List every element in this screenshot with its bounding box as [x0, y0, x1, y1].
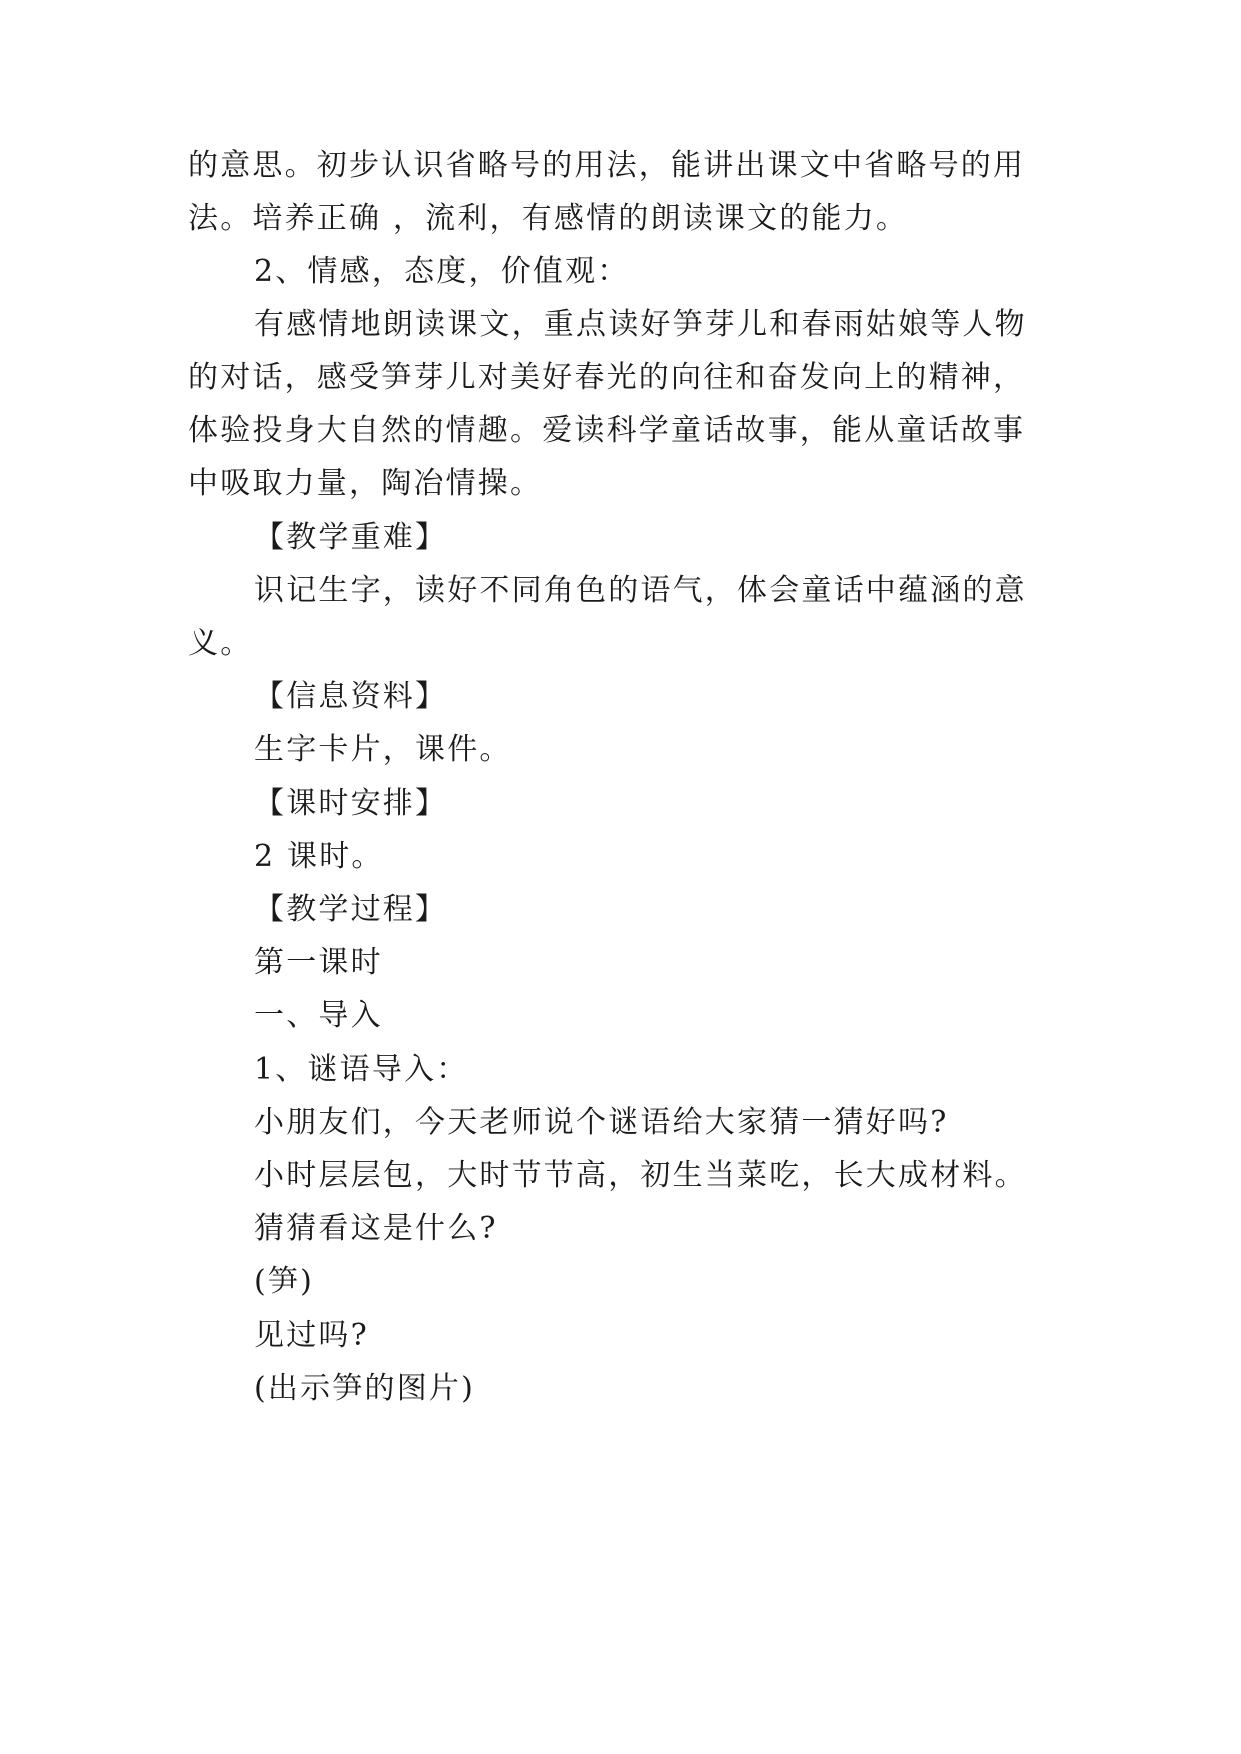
lesson-label: 第一课时 — [254, 945, 383, 980]
paragraph-line: 识记生字，读好不同角色的语气，体会童话中蕴涵的意 — [254, 573, 1027, 608]
section-heading-process: 【教学过程】 — [254, 892, 448, 927]
subsection-heading: 2、情感，态度，价值观： — [254, 254, 630, 289]
section-heading-schedule: 【课时安排】 — [254, 786, 448, 821]
section-heading-materials: 【信息资料】 — [254, 679, 448, 714]
paragraph-line: (出示笋的图片) — [254, 1371, 476, 1406]
paragraph-line: 义。 — [188, 626, 253, 661]
paragraph-line: 中吸取力量，陶冶情操。 — [188, 466, 543, 501]
paragraph-line: 体验投身大自然的情趣。爱读科学童话故事，能从童话故事 — [188, 413, 1026, 448]
paragraph-line: 有感情地朗读课文，重点读好笋芽儿和春雨姑娘等人物 — [254, 307, 1027, 342]
paragraph-line: 生字卡片，课件。 — [254, 732, 512, 767]
paragraph-line: 法。培养正确 ，流利，有感情的朗读课文的能力。 — [188, 201, 909, 236]
paragraph-line: 小时层层包，大时节节高，初生当菜吃，长大成材料。 — [254, 1158, 1027, 1193]
paragraph-line: 见过吗? — [254, 1318, 369, 1353]
paragraph-line: 小朋友们，今天老师说个谜语给大家猜一猜好吗? — [254, 1105, 949, 1140]
paragraph-line: 猜猜看这是什么? — [254, 1211, 498, 1246]
paragraph-line: 的意思。初步认识省略号的用法，能讲出课文中省略号的用 — [188, 148, 1026, 183]
step-subheading: 1、谜语导入： — [254, 1052, 469, 1087]
paragraph-line: 2 课时。 — [254, 839, 384, 874]
paragraph-line: 的对话，感受笋芽儿对美好春光的向往和奋发向上的精神， — [188, 360, 1026, 395]
paragraph-line: (笋) — [254, 1264, 315, 1299]
step-heading: 一、导入 — [254, 998, 383, 1033]
section-heading-teaching-focus: 【教学重难】 — [254, 520, 448, 555]
